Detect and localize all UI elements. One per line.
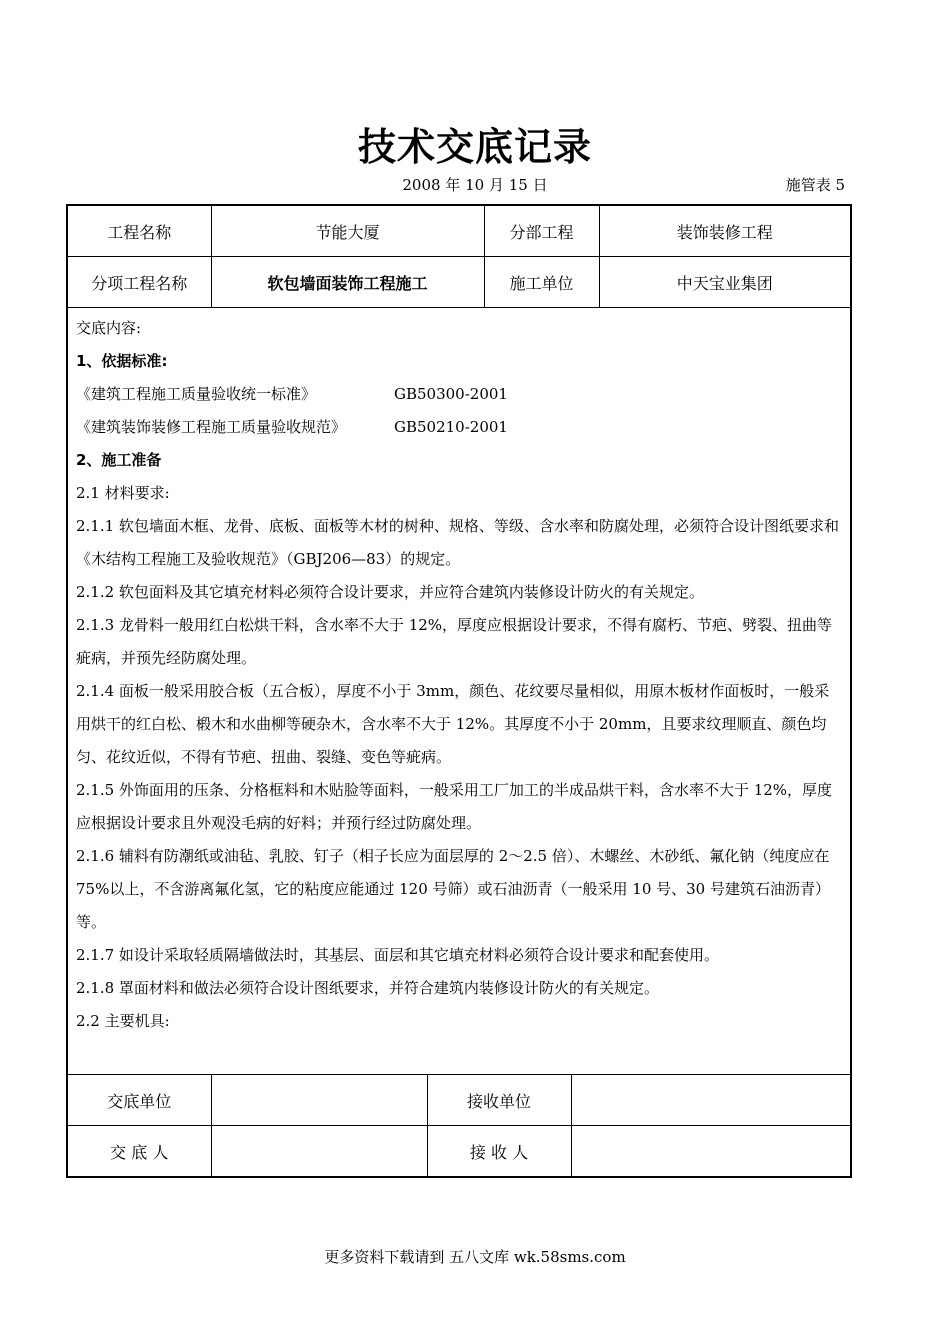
issuer-label: 交 底 人 (68, 1126, 211, 1177)
standard-code: GB50210-2001 (394, 418, 508, 436)
paragraph: 2.1.7 如设计采取轻质隔墙做法时，其基层、面层和其它填充材料必须符合设计要求和配套使用。 (76, 946, 719, 964)
subitem-label: 分项工程名称 (68, 257, 211, 308)
signoff-table (68, 1074, 850, 1176)
standard-name: 《建筑装饰装修工程施工质量验收规范》 (76, 418, 347, 436)
issuer-field[interactable] (211, 1126, 427, 1177)
issuing-unit-label: 交底单位 (68, 1075, 211, 1126)
subsection-heading: 2.1 材料要求: (76, 484, 170, 502)
division-label: 分部工程 (484, 206, 599, 257)
project-name-label: 工程名称 (68, 206, 211, 257)
subsection-heading: 2.2 主要机具: (76, 1012, 170, 1030)
standard-item (76, 411, 844, 444)
table-row (68, 1126, 850, 1177)
contractor-label: 施工单位 (484, 257, 599, 308)
briefing-content (76, 312, 844, 1038)
project-name-value: 节能大厦 (211, 206, 484, 257)
issuing-unit-field[interactable] (211, 1075, 427, 1126)
contractor-value: 中天宝业集团 (599, 257, 850, 308)
receiving-unit-field[interactable] (571, 1075, 850, 1126)
paragraph: 2.1.4 面板一般采用胶合板（五合板），厚度不小于 3mm，颜色、花纹要尽量相似，用原木板材作面板时，一般采用烘干的红白松、椴木和水曲柳等硬杂木，含水率不大于 12%。其厚度不小于 20mm，且要求纹理顺直、颜色均匀、花纹近似，不得有节疤、扭曲、裂缝、变色等疵病。 (76, 682, 830, 766)
content-intro: 交底内容: (76, 319, 142, 337)
receiver-label: 接 收 人 (427, 1126, 571, 1177)
project-info-table (68, 206, 850, 308)
section-heading: 2、施工准备 (76, 451, 162, 469)
paragraph: 2.1.5 外饰面用的压条、分格框料和木贴脸等面料，一般采用工厂加工的半成品烘干料，含水率不大于 12%，厚度应根据设计要求且外观没毛病的好料；并预行经过防腐处理。 (76, 781, 833, 832)
paragraph: 2.1.6 辅料有防潮纸或油毡、乳胶、钉子（相子长应为面层厚的 2～2.5 倍）、木螺丝、木砂纸、氟化钠（纯度应在 75%以上，不含游离氟化氢，它的粘度应能通过 120 号筛）或石油沥青（一般采用 10 号、30 号建筑石油沥青）等。 (76, 847, 830, 931)
table-row (68, 1075, 850, 1126)
standard-name: 《建筑工程施工质量验收统一标准》 (76, 385, 317, 403)
page-title: 技术交底记录 (357, 125, 592, 169)
paragraph: 2.1.8 罩面材料和做法必须符合设计图纸要求，并符合建筑内装修设计防火的有关规定。 (76, 979, 659, 997)
record-date: 2008 年 10 月 15 日 (402, 176, 548, 194)
standard-code: GB50300-2001 (394, 385, 508, 403)
table-row (68, 206, 850, 257)
standard-item (76, 378, 844, 411)
subitem-value: 软包墙面装饰工程施工 (211, 257, 484, 308)
receiving-unit-label: 接收单位 (427, 1075, 571, 1126)
form-number: 施管表 5 (785, 176, 845, 194)
record-form (66, 204, 852, 1178)
paragraph: 2.1.1 软包墙面木框、龙骨、底板、面板等木材的树种、规格、等级、含水率和防腐处理，必须符合设计图纸要求和《木结构工程施工及验收规范》（GBJ206—83）的规定。 (76, 517, 839, 568)
paragraph: 2.1.2 软包面料及其它填充材料必须符合设计要求，并应符合建筑内装修设计防火的有关规定。 (76, 583, 704, 601)
section-heading: 1、依据标准: (76, 352, 168, 370)
paragraph: 2.1.3 龙骨料一般用红白松烘干料，含水率不大于 12%，厚度应根据设计要求，不得有腐朽、节疤、劈裂、扭曲等疵病，并预先经防腐处理。 (76, 616, 833, 667)
receiver-field[interactable] (571, 1126, 850, 1177)
footer-note: 更多资料下载请到 五八文库 wk.58sms.com (324, 1248, 626, 1266)
division-value: 装饰装修工程 (599, 206, 850, 257)
table-row (68, 257, 850, 308)
